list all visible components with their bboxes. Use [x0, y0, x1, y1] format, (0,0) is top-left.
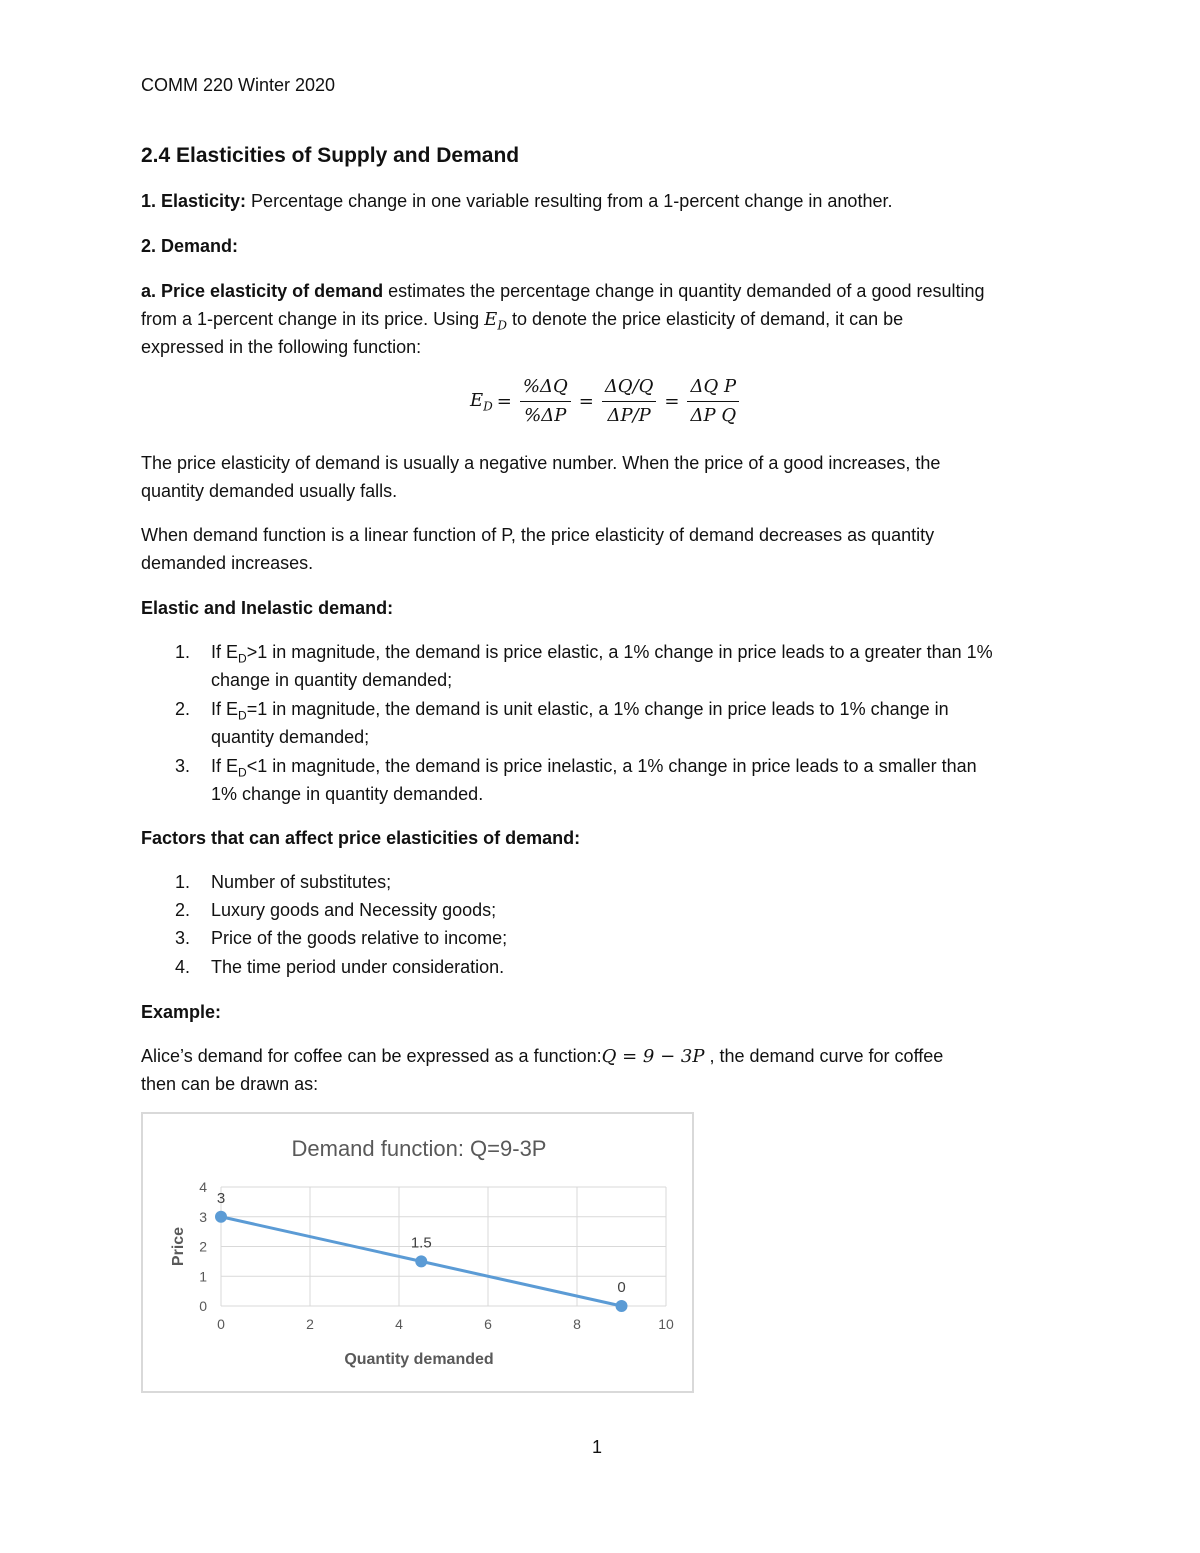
factor-3-text: Price of the goods relative to income;: [211, 928, 508, 948]
elastic-item-3-number: 3.: [175, 756, 191, 776]
data-label: 3: [216, 1189, 226, 1207]
elasticity-label: 1. Elasticity:: [141, 191, 247, 211]
data-label: 0: [617, 1279, 626, 1296]
example-heading: Example:: [141, 1002, 222, 1022]
elastic-item-2-line-1: If $E_D=1$ in magnitude, the demand is unit elastic, a 1% change in price leads to 1% change in: [211, 699, 949, 723]
x-tick-label: 8: [573, 1316, 581, 1332]
paragraph-elasticity: [141, 189, 892, 213]
section-title: 2.4 Elasticities of Supply and Demand: [141, 144, 520, 167]
elastic-item-2-line-2: quantity demanded;: [211, 727, 370, 747]
elasticity-formula: [470, 375, 743, 428]
fraction-percent-change: $\frac{\%\Delta Q}{\%\Delta P}$: [520, 375, 571, 428]
data-point: [215, 1211, 227, 1223]
factor-4-number: 4.: [175, 957, 191, 977]
negative-number-line-1: The price elasticity of demand is usually a negative number. When the price of a good increases, the: [141, 453, 941, 473]
data-point: [616, 1300, 628, 1312]
elastic-item-3-line-1: If $E_D<1$ in magnitude, the demand is price inelastic, a 1% change in price leads to a smaller than: [211, 756, 977, 780]
ped-line-3: expressed in the following function:: [141, 337, 422, 357]
x-tick-label: 2: [306, 1316, 314, 1332]
formula-equals-1: =: [496, 391, 512, 412]
data-label: 1.5: [410, 1234, 432, 1252]
y-tick-label: 4: [199, 1179, 207, 1195]
ped-line-2-b: to denote the price elasticity of demand, it can be: [506, 309, 904, 329]
x-tick-label: 4: [395, 1316, 403, 1332]
linear-function-line-2: demanded increases.: [141, 553, 314, 573]
factor-1-number: 1.: [175, 872, 191, 892]
example-line-1: Alice’s demand for coffee can be expressed as a function:Q = 9 − 3P , the demand curve for coffee: [141, 1046, 944, 1067]
page-number: 1: [592, 1437, 603, 1457]
factor-2-number: 2.: [175, 900, 191, 920]
elastic-heading: Elastic and Inelastic demand:: [141, 598, 394, 618]
elastic-item-1-line-1: If $E_D>1$ in magnitude, the demand is price elastic, a 1% change in price leads to a greater than 1%: [211, 642, 993, 666]
ped-line-1-rest: estimates the percentage change in quantity demanded of a good resulting: [383, 281, 985, 301]
fraction-ratio-change: $\frac{\Delta Q/Q}{\Delta P/P}$: [602, 375, 657, 428]
formula-equals-2: =: [578, 391, 594, 412]
header-course: COMM 220 Winter 2020: [141, 75, 336, 95]
data-point: [415, 1255, 427, 1267]
factor-1-text: Number of substitutes;: [211, 872, 392, 892]
x-tick-label: 10: [658, 1316, 674, 1332]
x-axis-label: Quantity demanded: [344, 1351, 494, 1368]
factor-3-number: 3.: [175, 928, 191, 948]
negative-number-line-2: quantity demanded usually falls.: [141, 481, 398, 501]
elastic-item-1-number: 1.: [175, 642, 191, 662]
chart-title: Demand function: Q=9-3P: [291, 1136, 547, 1161]
x-tick-label: 6: [484, 1316, 492, 1332]
ped-label: a. Price elasticity of demand: [141, 281, 384, 301]
formula-equals-3: =: [664, 391, 680, 412]
ed-symbol: $E_D$: [484, 309, 507, 333]
factor-4-text: The time period under consideration.: [211, 957, 505, 977]
elasticity-text: Percentage change in one variable resulting from a 1-percent change in another.: [246, 191, 893, 211]
y-tick-label: 1: [199, 1268, 207, 1285]
fraction-slope-form: $\frac{\text{ΔQ P}}{\text{ΔP Q}}$: [687, 375, 739, 428]
example-line-2: then can be drawn as:: [141, 1074, 319, 1094]
ped-line-1: [141, 279, 985, 303]
demand-heading: 2. Demand:: [141, 236, 239, 256]
factors-heading: Factors that can affect price elasticities of demand:: [141, 828, 581, 848]
y-tick-label: 2: [199, 1238, 207, 1255]
elastic-item-3-line-2: 1% change in quantity demanded.: [211, 784, 484, 804]
formula-lhs: $E_D$: [470, 389, 493, 414]
demand-chart: [141, 1112, 694, 1393]
elastic-item-2-number: 2.: [175, 699, 191, 719]
elastic-item-1-line-2: change in quantity demanded;: [211, 670, 453, 690]
demand-equation: Q = 9 − 3P: [601, 1046, 705, 1067]
factor-2-text: Luxury goods and Necessity goods;: [211, 900, 497, 920]
y-axis-label: Price: [170, 1226, 187, 1267]
demand-chart-svg: [143, 1114, 692, 1391]
linear-function-line-1: When demand function is a linear function of P, the price elasticity of demand decreases as quantity: [141, 525, 935, 545]
ped-line-2: [141, 307, 903, 338]
y-tick-label: 3: [199, 1208, 207, 1225]
ped-line-2-a: from a 1-percent change in its price. Using: [141, 309, 485, 329]
x-tick-label: 0: [217, 1316, 225, 1332]
y-tick-label: 0: [199, 1298, 207, 1314]
